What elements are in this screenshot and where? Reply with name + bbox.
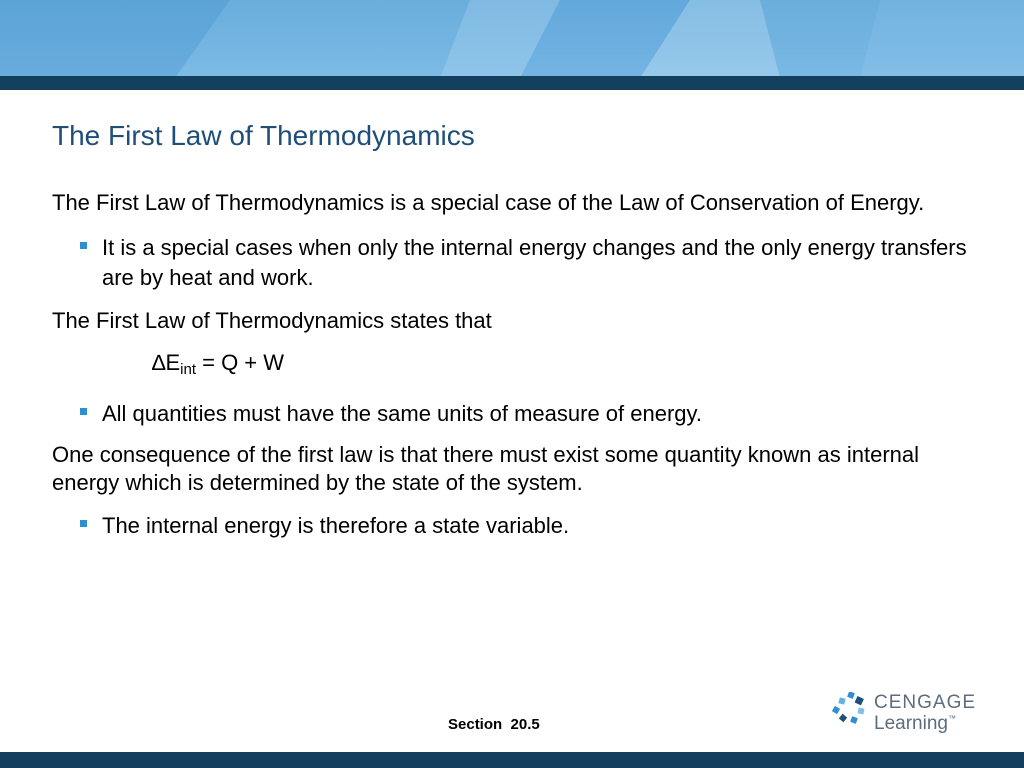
slide-title: The First Law of Thermodynamics: [52, 120, 475, 151]
logo-trademark: ™: [947, 714, 956, 723]
paragraph-consequence: One consequence of the first law is that there must exist some quantity known as internal energy which is determined by the state of the system.: [52, 442, 920, 495]
bullet-marker: [80, 408, 87, 415]
bullet-internal-energy: [52, 233, 982, 293]
bullet-marker: [80, 242, 87, 249]
logo-wordmark-top: CENGAGE: [874, 692, 977, 713]
bullet-text: It is a special cases when only the internal energy changes and the only energy transfers are by heat and work.: [102, 235, 967, 290]
section-label: Section 20.5: [448, 716, 540, 733]
delta-symbol: ∆: [152, 350, 166, 375]
bullet-units: [52, 399, 982, 429]
paragraph-states-that: The First Law of Thermodynamics states that: [52, 308, 492, 333]
bullet-state-variable: [52, 511, 982, 541]
header-band: [0, 76, 1024, 90]
energy-symbol: E: [165, 350, 181, 375]
banner-pattern: [0, 0, 1024, 78]
energy-subscript: int: [180, 361, 196, 378]
cengage-logo: [830, 690, 980, 740]
first-law-equation: [52, 348, 982, 385]
bullet-text: All quantities must have the same units of measure of energy.: [102, 401, 703, 426]
footer-band: [0, 752, 1024, 768]
paragraph-conservation: The First Law of Thermodynamics is a special case of the Law of Conservation of Energy.: [52, 190, 925, 215]
logo-wordmark-bottom: [874, 713, 956, 735]
header-banner: [0, 0, 1024, 78]
logo-learning: Learning: [874, 713, 948, 734]
bullet-text: The internal energy is therefore a state variable.: [102, 513, 570, 538]
cengage-mark-icon: [830, 692, 868, 730]
slide-body: [52, 186, 982, 553]
equation-rhs: = Q + W: [196, 350, 285, 375]
bullet-marker: [80, 520, 87, 527]
